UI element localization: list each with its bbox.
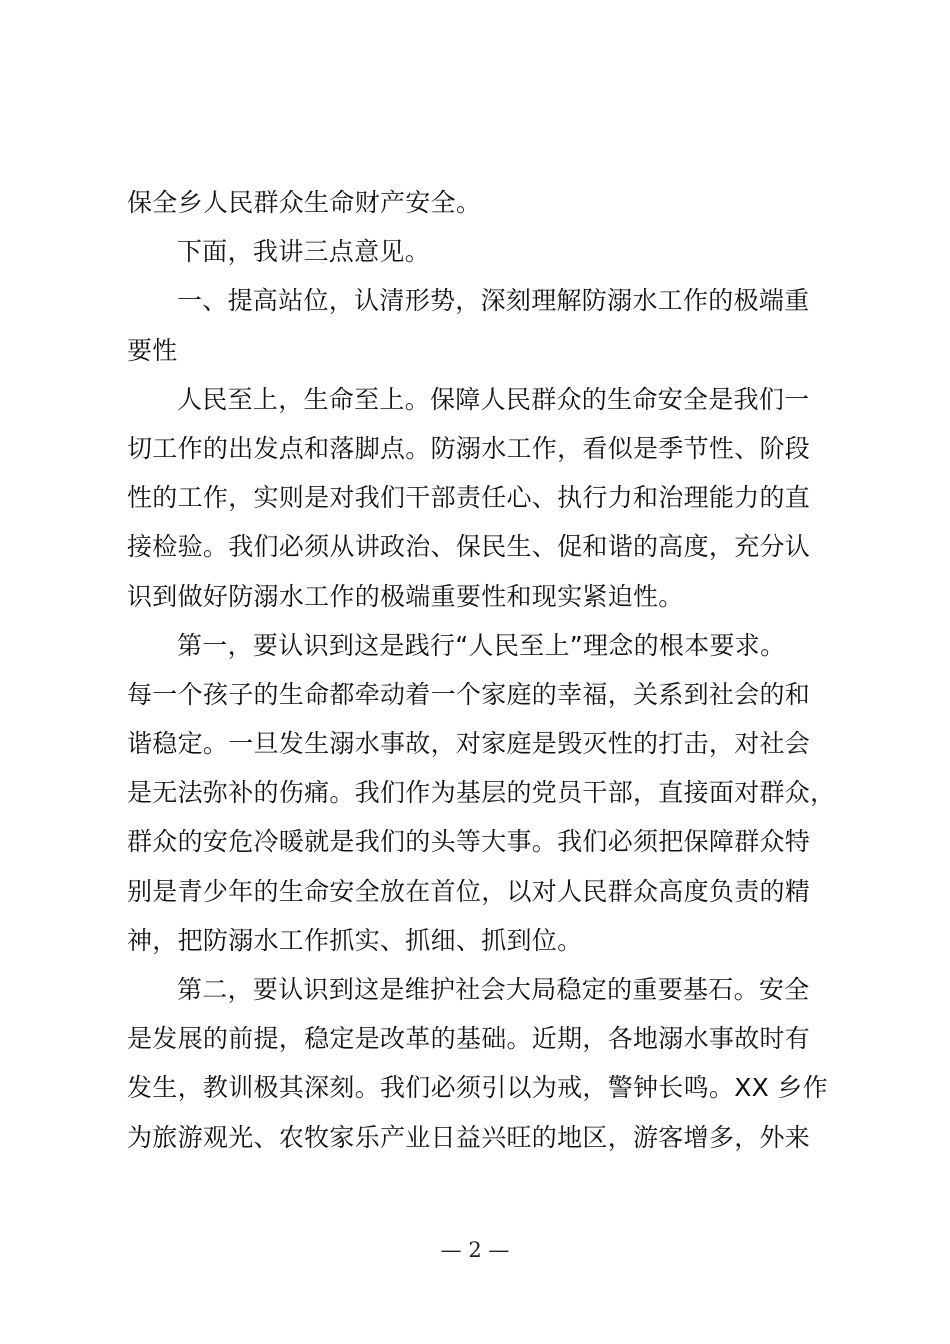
text-line: 一、提高站位，认清形势，深刻理解防溺水工作的极端重 [177,286,810,316]
text-line: 下面，我讲三点意见。 [177,237,431,267]
text-line: 接检验。我们必须从讲政治、保民生、促和谐的高度，充分认 [127,532,811,562]
text-line: 识到做好防溺水工作的极端重要性和现实紧迫性。 [127,581,684,611]
text-line: 第一，要认识到这是践行“人民至上”理念的根本要求。 [177,630,786,660]
text-line: 为旅游观光、农牧家乐产业日益兴旺的地区，游客增多，外来 [127,1122,811,1152]
text-line: 是发展的前提，稳定是改革的基础。近期，各地溺水事故时有 [127,1024,811,1054]
page-number: — 2 — [440,1238,510,1262]
document-body [127,178,839,1162]
text-line: 人民至上，生命至上。保障人民群众的生命安全是我们一 [177,384,810,414]
text-line: 切工作的出发点和落脚点。防溺水工作，看似是季节性、阶段 [127,433,811,463]
text-line: 每一个孩子的生命都牵动着一个家庭的幸福，关系到社会的和 [127,679,811,709]
text-line: 发生，教训极其深刻。我们必须引以为戒，警钟长鸣。XX 乡作 [127,1073,828,1103]
text-line: 是无法弥补的伤痛。我们作为基层的党员干部，直接面对群众， [127,778,836,808]
text-line: 谐稳定。一旦发生溺水事故，对家庭是毁灭性的打击，对社会 [127,729,811,759]
text-line: 第二，要认识到这是维护社会大局稳定的重要基石。安全 [177,975,810,1004]
text-line: 性的工作，实则是对我们干部责任心、执行力和治理能力的直 [127,483,811,513]
text-line: 群众的安危冷暖就是我们的头等大事。我们必须把保障群众特 [127,827,811,857]
text-line: 保全乡人民群众生命财产安全。 [127,188,482,217]
text-line: 要性 [127,335,178,365]
text-line: 神，把防溺水工作抓实、抓细、抓到位。 [127,925,583,955]
text-line: 别是青少年的生命安全放在首位，以对人民群众高度负责的精 [127,876,811,906]
